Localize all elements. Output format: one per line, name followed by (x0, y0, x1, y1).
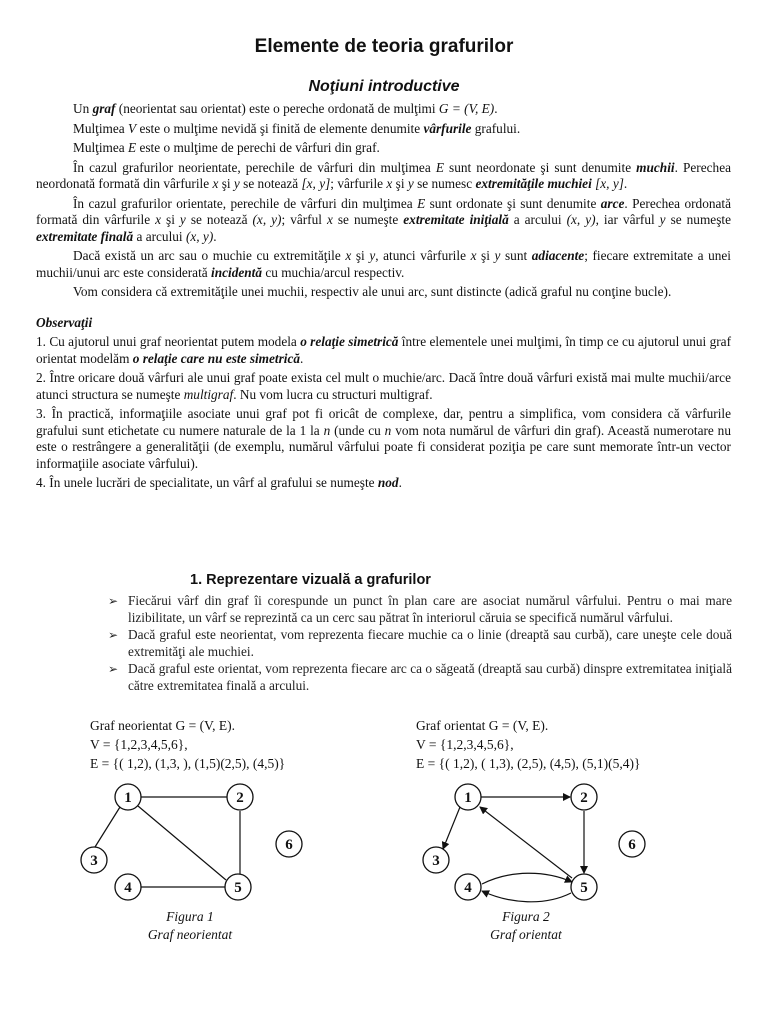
paragraph-edges-set: Mulţimea E este o mulţime de perechi de vârfuri din graf. (73, 140, 380, 155)
figure-1-description: Graf neorientat (147, 927, 233, 942)
paragraph-vertices: Mulţimea V este o mulţime nevidă şi finită de elemente denumite vârfurile grafului. (73, 120, 521, 136)
figure-2-label: Figura 2 (502, 909, 550, 924)
graph-node-3 (81, 847, 107, 873)
graph-node-6 (276, 831, 302, 857)
graph-node-2 (227, 784, 253, 810)
graph1-definition (90, 716, 285, 773)
svg-text:3: 3 (90, 853, 98, 869)
arrow-bullet-icon: ➢ (108, 594, 119, 608)
graph-node-3 (423, 847, 449, 873)
graph-node-1 (115, 784, 141, 810)
paragraph-definition: Un graf (neorientat sau orientat) este o pereche ordonată de mulţimi G = (V, E). (73, 101, 498, 116)
list-item: ➢ Fiecărui vârf din graf îi corespunde un punct în plan care are asociat numărul vârfului. Pentru o mai mare lizibilitate, un vârf se reprezintă ca un cerc sau pătrat în interiorul căruia se specifică numărul vârfului. (108, 593, 732, 625)
math-g-ve: G = (V, E) (438, 101, 495, 116)
arc-4-5 (482, 873, 572, 884)
graph1-edge-set: E = {( 1,2), (1,3, ), (1,5)(2,5), (4,5)} (90, 756, 286, 771)
graph-node-5 (225, 874, 251, 900)
observation-1: 1. Cu ajutorul unui graf neorientat putem modela o relaţie simetrică între elementele unei mulţimi, în timp ce cu ajutorul unui graf orientat modelăm o relaţie care nu este simetrică. (36, 334, 732, 366)
figure-1-label: Figura 1 (166, 909, 214, 924)
figure-2-caption (426, 908, 626, 944)
graph-node-2 (571, 784, 597, 810)
paragraph-adjacent: Dacă există un arc sau o muchie cu extremităţile x şi y, atunci vârfurile x şi y sunt adiacente; fiecare extremitate a unei muchii/unui arc este considerată incidentă cu muchia/arcul respectiv. (36, 248, 731, 280)
observations-title: Observaţii (36, 314, 93, 330)
document-title: Elemente de teoria grafurilor (254, 36, 514, 57)
svg-text:1: 1 (124, 790, 132, 806)
figure-2-directed-graph (410, 780, 650, 910)
figure-2-description: Graf orientat (490, 927, 562, 942)
paragraph-undirected: În cazul grafurilor neorientate, perechile de vârfuri din mulţimea E sunt neordonate şi sunt denumite muchii. Perechea neordonată formată din vârfurile x şi y se notează [x, y]; vârfurile x şi y se numesc extremităţile muchiei [x, y]. (36, 159, 731, 191)
svg-text:6: 6 (628, 837, 636, 853)
section-1-title: 1. Reprezentare vizuală a grafurilor (190, 572, 431, 588)
observation-2: 2. Între oricare două vârfuri ale unui graf poate exista cel mult o muchie/arc. Dacă între două vârfuri există mai multe muchii/arce atunci structura se numeşte multigraf. Nu vom lucra cu structuri multigraf. (36, 370, 731, 402)
svg-text:2: 2 (236, 790, 244, 806)
observation-4: 4. În unele lucrări de specialitate, un vârf al grafului se numeşte nod. (36, 475, 402, 490)
figure-1-caption (90, 908, 290, 944)
svg-text:4: 4 (464, 880, 472, 896)
svg-text:1: 1 (464, 790, 472, 806)
svg-text:3: 3 (432, 853, 440, 869)
graph1-def-line: Graf neorientat G = (V, E). (90, 718, 235, 733)
figure-1-undirected-graph (70, 780, 310, 910)
observation-3: 3. În practică, informaţiile asociate unui graf pot fi oricât de complexe, dar, pentru a simplifica, vom considera că vârfurile grafului sunt etichetate cu numere naturale de la 1 la n (unde cu n vom nota numărul de vârfuri din graf). Această numerotare nu este o restrângere a generalităţii (de exemplu, numărul vârfului poate fi considerat poziţia pe care sunt memorate într-un vector informaţiile asociate vârfului). (36, 406, 731, 471)
graph2-def-line: Graf orientat G = (V, E). (416, 718, 549, 733)
svg-text:4: 4 (124, 880, 132, 896)
graph-node-5 (571, 874, 597, 900)
edge-1-3 (95, 807, 120, 847)
graph-node-4 (455, 874, 481, 900)
svg-text:2: 2 (580, 790, 588, 806)
paragraph-no-loops: Vom considera că extremităţile unei muchii, respectiv ale unui arc, sunt distincte (adică graful nu conţine bucle). (73, 284, 672, 299)
graph-node-1 (455, 784, 481, 810)
graph-node-4 (115, 874, 141, 900)
svg-text:5: 5 (234, 880, 242, 896)
graph2-definition (416, 716, 641, 773)
graph1-vertex-set: V = {1,2,3,4,5,6}, (90, 737, 188, 752)
arrow-bullet-icon: ➢ (108, 628, 119, 642)
graph2-vertex-set: V = {1,2,3,4,5,6}, (416, 737, 514, 752)
arc-1-3 (443, 807, 460, 849)
paragraph-directed: În cazul grafurilor orientate, perechile de vârfuri din mulţimea E sunt ordonate şi sunt denumite arce. Perechea ordonată formată din vârfurile x şi y se notează (x, y); vârful x se numeşte extremitate iniţială a arcului (x, y), iar vârful y se numeşte extremitate finală a arcului (x, y). (36, 195, 731, 244)
list-item: ➢ Dacă graful este neorientat, vom reprezenta fiecare muchie ca o linie (dreaptă sau curbă), care uneşte cele două extremităţi ale muchiei. (108, 627, 732, 659)
graph2-edge-set: E = {( 1,2), ( 1,3), (2,5), (4,5), (5,1)(5,4)} (416, 756, 641, 771)
visual-rules-list (108, 593, 732, 695)
list-item: ➢ Dacă graful este orientat, vom reprezenta fiecare arc ca o săgeată (dreaptă sau curbă) dinspre extremitatea iniţială către extremitatea finală a arcului. (108, 661, 732, 693)
intro-body (36, 101, 731, 495)
section-subtitle: Noţiuni introductive (308, 78, 460, 95)
arc-5-1 (480, 807, 572, 878)
graph-node-6 (619, 831, 645, 857)
edge-1-5 (138, 806, 226, 880)
svg-text:5: 5 (580, 880, 588, 896)
arc-5-4 (482, 891, 571, 902)
svg-text:6: 6 (285, 837, 293, 853)
arrow-bullet-icon: ➢ (108, 662, 119, 676)
